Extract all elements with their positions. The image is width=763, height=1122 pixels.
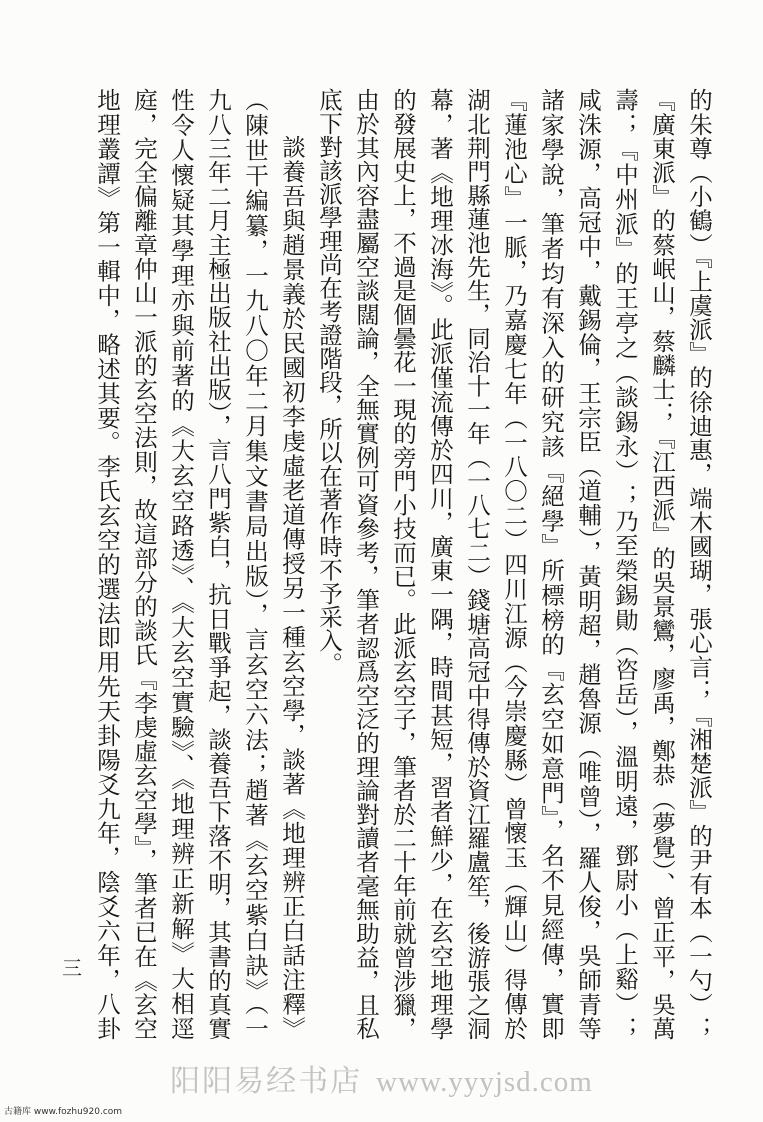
text-column-1: 的朱尊（小鶴）『上虞派』的徐迪惠，端木國瑚，張心言；『湘楚派』的尹有本（一勺）； <box>685 88 713 1040</box>
text-column-8: 幕，著《地理冰海》。此派僅流傳於四川，廣東一隅，時間甚短，習者鮮少，在玄空地理學 <box>426 88 454 1040</box>
footer-site-label: 古籍库 www.fozhu920.com <box>4 1107 123 1117</box>
text-column-11-paragraph-end: 底下對該派學理尚在考證階段，所以在著作時不予采入。 <box>315 88 343 676</box>
page-number: 三 <box>62 956 82 980</box>
text-column-15: 性令人懷疑其學理亦與前著的《大玄空路透》、《大玄空實驗》、《地理辨正新解》大相逕 <box>167 88 195 1040</box>
text-column-9: 的發展史上，不過是個曇花一現的旁門小技而已。此派玄空子，筆者於二十年前就曾涉獵， <box>389 88 417 1040</box>
text-column-14: 九八三年二月主極出版社出版），言八門紫白，抗日戰爭起，談養吾下落不明，其書的真實 <box>204 88 232 1040</box>
text-column-7: 湖北荆門縣蓮池先生，同治十一年（一八七二）錢塘高冠中得傳於資江羅盧笙，後游張之洞 <box>463 88 491 1040</box>
text-column-12-paragraph-start: 談養吾與趙景義於民國初李虔虛老道傳授另一種玄空學，談著《地理辨正白話注釋》 <box>278 135 306 1040</box>
text-column-10: 由於其內容盡屬空談闊論，全無實例可資參考，筆者認爲空泛的理論對讀者毫無助益，且私 <box>352 88 380 1040</box>
watermark-url: www.yyyjsd.com <box>376 1066 593 1098</box>
text-column-5: 諸家學說，筆者均有深入的研究該『絕學』所標榜的『玄空如意門』，名不見經傳，實即 <box>537 88 565 1040</box>
text-column-4: 咸洙源，高冠中，戴錫倫，王宗臣（道輔），黃明超，趙魯源（唯曾），羅人俊，吳師青等 <box>574 88 602 1040</box>
text-column-16: 庭，完全偏離章仲山一派的玄空法則，故這部分的談氏『李虔虛玄空學』，筆者已在《玄空 <box>130 88 158 1040</box>
watermark-shop-name: 阳阳易经书店 <box>170 1064 363 1099</box>
text-column-6: 『蓮池心』一脈，乃嘉慶七年（一八〇二）四川江源（今崇慶縣）曾懷玉（輝山）得傳於 <box>500 88 528 1040</box>
text-column-13: （陳世干編纂，一九八〇年二月集文書局出版），言玄空六法；趙著《玄空紫白訣》（一 <box>241 88 269 1040</box>
text-column-17: 地理叢譚》第一輯中，略述其要。李氏玄空的選法即用先天卦陽爻九年，陰爻六年，八卦 <box>93 88 121 1040</box>
text-column-3: 壽；『中州派』的王亭之（談錫永）；乃至榮錫勛（咨岳），溫明遠，鄧尉小（上谿）； <box>611 88 639 1040</box>
text-column-2: 『廣東派』的蔡岷山，蔡麟士；『江西派』的吳景鸞，廖禹，鄭恭（夢覺）、曾正平，吳萬 <box>648 88 676 1040</box>
vertical-text-block <box>88 88 717 1040</box>
watermark <box>0 1056 763 1100</box>
